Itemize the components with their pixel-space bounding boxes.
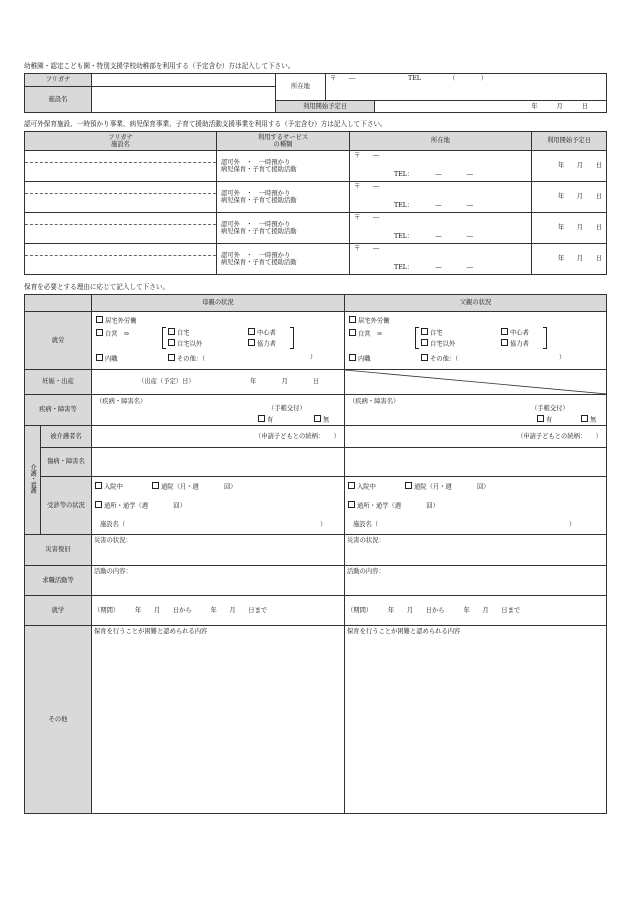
service-date-text: 年 月 日 (557, 255, 602, 263)
location-field[interactable] (326, 74, 607, 101)
mother-pregnancy-cell[interactable] (92, 370, 345, 395)
pregnancy-label: 妊娠・出産 (25, 370, 92, 395)
furigana-label: フリガナ (25, 74, 92, 87)
mother-employed-option[interactable] (96, 316, 136, 325)
bracket-right (543, 327, 547, 349)
care-group-text: 介護・看護 (29, 464, 37, 494)
facility-name-label: 施設名（ (353, 521, 379, 528)
option-label: 自宅 (177, 329, 190, 337)
service-type-line2: 病児保育・子育て援助活動 (221, 166, 297, 173)
father-other-option[interactable] (421, 354, 458, 363)
checkbox[interactable] (405, 482, 412, 489)
close-paren: ） (559, 354, 566, 361)
mother-study-cell[interactable] (92, 596, 345, 626)
option-label: 自宅以外 (430, 340, 456, 348)
header-facility-text: 施設名 (111, 141, 130, 148)
study-period-text: （期間） 年 月 日から 年 月 日まで (94, 606, 268, 614)
father-core-option[interactable] (501, 328, 529, 337)
service-start-date-cell[interactable] (532, 182, 607, 213)
service-start-date-cell[interactable] (532, 151, 607, 182)
father-notebook-yes[interactable] (537, 415, 552, 424)
work-label: 就労 (25, 312, 92, 370)
header-facility (25, 132, 217, 151)
care-group-label (25, 426, 41, 535)
checkbox[interactable] (168, 354, 175, 361)
mother-work-cell[interactable] (92, 312, 345, 370)
relation-label: （申請子どもとの続柄： ） (254, 432, 340, 440)
service-type-line1: 認可外 ・ 一時預かり (221, 251, 291, 259)
father-injury-cell[interactable] (345, 448, 607, 477)
service-facility-cell[interactable] (25, 213, 217, 244)
header-service-text2: の種類 (273, 141, 293, 148)
service-postal-mark: 〒 ― (354, 183, 380, 190)
mother-consult-cell[interactable] (92, 477, 345, 535)
mother-other-cell[interactable] (92, 626, 345, 814)
illness-name-label: （疾病・障害名） (96, 398, 147, 405)
father-illness-cell[interactable] (345, 395, 607, 426)
service-row (25, 151, 607, 182)
section3-intro: 保育を必要とする理由に応じて記入して下さい。 (24, 283, 170, 291)
option-label: 内職 (105, 355, 118, 363)
disaster-label: 災害復旧 (25, 535, 92, 566)
header-start-date: 利用開始予定日 (532, 132, 607, 151)
start-date-label: 利用開始予定日 (276, 101, 375, 113)
date-text: 年 月 日 (531, 102, 588, 110)
section1-intro: 幼稚園・認定こども園・特別支援学校幼稚部を利用する（予定含む）方は記入して下さい。 (24, 62, 295, 70)
checkbox[interactable] (258, 415, 265, 422)
mother-helper-option[interactable] (248, 339, 276, 348)
father-outside-option[interactable] (421, 339, 455, 348)
relation-label: （申請子どもとの続柄： ） (516, 432, 602, 440)
father-piece-option[interactable] (349, 354, 371, 363)
disaster-text: 災害の状況： (347, 537, 385, 544)
option-label: 中心者 (257, 329, 276, 337)
section2-intro: 認可外保育施設、一時預かり事業、病児保育事業、子育て援助活動支援事業を利用する（予定含む）方は記入して下さい。 (24, 120, 387, 128)
start-date-field[interactable] (375, 101, 607, 113)
other-text: 保育を行うことが困難と認められる内容 (94, 628, 208, 635)
option-label: 無 (590, 416, 597, 424)
jobseek-text: 活動の内容： (347, 568, 385, 575)
option-label: 自宅以外 (177, 340, 203, 348)
kindergarten-table (24, 73, 606, 113)
disaster-text: 災害の状況： (94, 537, 132, 544)
service-row (25, 182, 607, 213)
tel-label: TEL （ ） (408, 75, 488, 82)
illness-name-label: （疾病・障害名） (349, 398, 400, 405)
father-helper-option[interactable] (501, 339, 529, 348)
mother-piece-option[interactable] (96, 354, 118, 363)
checkbox[interactable] (96, 329, 103, 336)
facility-label: 施設名 (25, 87, 92, 113)
mother-other-option[interactable] (168, 354, 205, 363)
service-start-date-cell[interactable] (532, 244, 607, 275)
service-location-cell[interactable] (350, 244, 532, 275)
service-type-cell[interactable] (217, 213, 350, 244)
mother-header: 母親の状況 (92, 295, 345, 312)
service-furigana-field[interactable] (25, 213, 216, 225)
father-pregnancy-cell-crossed (345, 370, 607, 395)
mother-outpatient-option[interactable] (152, 482, 237, 491)
checkbox[interactable] (349, 354, 356, 361)
checkbox[interactable] (348, 501, 355, 508)
checkbox[interactable] (168, 339, 175, 346)
service-furigana-field[interactable] (25, 182, 216, 194)
study-label: 就学 (25, 596, 92, 626)
mother-home-option[interactable] (168, 328, 190, 337)
checkbox[interactable] (248, 328, 255, 335)
mother-illness-cell[interactable] (92, 395, 345, 426)
reason-header-blank (25, 295, 92, 312)
checkbox[interactable] (421, 354, 428, 361)
checkbox[interactable] (421, 328, 428, 335)
mother-outside-option[interactable] (168, 339, 202, 348)
option-label: 自営 ⇒ (105, 330, 130, 338)
service-tel-label: TEL： ― ― (394, 233, 474, 240)
option-label: 居宅外労働 (105, 317, 137, 325)
service-date-text: 年 月 日 (557, 162, 602, 170)
mother-notebook-no[interactable] (314, 415, 329, 424)
mother-self-option[interactable] (96, 329, 129, 338)
checkbox[interactable] (537, 415, 544, 422)
father-other-cell[interactable] (345, 626, 607, 814)
diagonal-line (345, 370, 607, 394)
service-date-text: 年 月 日 (557, 224, 602, 232)
checkbox[interactable] (95, 501, 102, 508)
option-label: 居宅外労働 (358, 317, 390, 325)
option-label: 内職 (358, 355, 371, 363)
header-furigana-text: フリガナ (108, 133, 133, 141)
service-location-cell[interactable] (350, 182, 532, 213)
father-cared-cell[interactable] (345, 426, 607, 448)
header-service-text: 利用するサービス (257, 133, 309, 141)
checkbox[interactable] (95, 482, 102, 489)
father-home-option[interactable] (421, 328, 443, 337)
service-postal-mark: 〒 ― (354, 245, 380, 252)
checkbox[interactable] (421, 339, 428, 346)
option-label: 無 (323, 416, 330, 424)
service-type-line2: 病児保育・子育て援助活動 (221, 259, 297, 266)
reason-table (24, 294, 606, 814)
bracket-left (415, 327, 419, 349)
checkbox[interactable] (96, 354, 103, 361)
father-disaster-cell[interactable] (345, 535, 607, 566)
service-facility-cell[interactable] (25, 182, 217, 213)
father-notebook-no[interactable] (581, 415, 596, 424)
facility-name-label: 施設名（ (100, 521, 126, 528)
notebook-label: （手帳交付） (531, 405, 569, 412)
mother-disaster-cell[interactable] (92, 535, 345, 566)
service-location-cell[interactable] (350, 213, 532, 244)
father-header: 父親の状況 (345, 295, 607, 312)
checkbox[interactable] (501, 328, 508, 335)
checkbox[interactable] (348, 482, 355, 489)
service-type-line2: 病児保育・子育て援助活動 (221, 197, 297, 204)
father-employed-option[interactable] (349, 316, 389, 325)
service-type-line2: 病児保育・子育て援助活動 (221, 228, 297, 235)
service-type-cell[interactable] (217, 244, 350, 275)
study-period-text: （期間） 年 月 日から 年 月 日まで (347, 606, 521, 614)
mother-core-option[interactable] (248, 328, 276, 337)
bracket-right (290, 327, 294, 349)
service-location-cell[interactable] (350, 151, 532, 182)
checkbox[interactable] (349, 329, 356, 336)
header-service (217, 132, 350, 151)
close-paren: ） (320, 521, 327, 528)
checkbox[interactable] (96, 316, 103, 323)
father-study-cell[interactable] (345, 596, 607, 626)
option-label: 協力者 (257, 340, 276, 348)
service-furigana-field[interactable] (25, 151, 216, 163)
checkbox[interactable] (349, 316, 356, 323)
close-paren: ） (310, 354, 317, 361)
injury-label: 傷病・障害名 (41, 448, 92, 477)
option-label: 通院（月・週 回） (161, 483, 237, 491)
service-postal-mark: 〒 ― (354, 214, 380, 221)
option-label: 自営 ⇒ (358, 330, 383, 338)
option-label: その他：（ (430, 355, 459, 363)
option-label: 協力者 (510, 340, 529, 348)
furigana-field[interactable] (92, 74, 276, 87)
due-date-text: 年 月 日 (250, 378, 320, 385)
close-paren: ） (569, 521, 576, 528)
jobseek-label: 求職活動等 (25, 566, 92, 596)
other-label: その他 (25, 626, 92, 814)
mother-inpatient-option[interactable] (95, 482, 123, 491)
facility-field[interactable] (92, 87, 276, 113)
due-date-label: （出産（予定）日） (138, 378, 195, 385)
mother-jobseek-cell[interactable] (92, 566, 345, 596)
option-label: 通院（月・週 回） (414, 483, 490, 491)
cared-person-label: 被介護者名 (41, 426, 92, 448)
option-label: 入院中 (104, 483, 123, 491)
father-self-option[interactable] (349, 329, 382, 338)
service-type-cell[interactable] (217, 182, 350, 213)
option-label: 通所・通学（週 回） (357, 502, 439, 510)
notebook-label: （手帳交付） (268, 405, 306, 412)
jobseek-text: 活動の内容： (94, 568, 132, 575)
service-facility-cell[interactable] (25, 244, 217, 275)
service-row (25, 244, 607, 275)
father-consult-cell[interactable] (345, 477, 607, 535)
mother-cared-cell[interactable] (92, 426, 345, 448)
option-label: その他：（ (177, 355, 206, 363)
option-label: 有 (546, 416, 553, 424)
mother-notebook-yes[interactable] (258, 415, 273, 424)
option-label: 有 (267, 416, 274, 424)
location-label: 所在地 (276, 74, 326, 101)
service-row (25, 213, 607, 244)
service-tel-label: TEL： ― ― (394, 202, 474, 209)
service-date-text: 年 月 日 (557, 193, 602, 201)
father-jobseek-cell[interactable] (345, 566, 607, 596)
checkbox[interactable] (248, 339, 255, 346)
checkbox[interactable] (152, 482, 159, 489)
father-outpatient-option[interactable] (405, 482, 490, 491)
service-postal-mark: 〒 ― (354, 152, 380, 159)
service-type-line1: 認可外 ・ 一時預かり (221, 189, 291, 197)
option-label: 中心者 (510, 329, 529, 337)
service-tel-label: TEL： ― ― (394, 264, 474, 271)
service-type-line1: 認可外 ・ 一時預かり (221, 158, 291, 166)
bracket-left (162, 327, 166, 349)
mother-facility-visit-option[interactable] (95, 501, 186, 510)
option-label: 通所・通学（週 回） (104, 502, 186, 510)
consult-label: 受診等の状況 (41, 477, 92, 535)
other-text: 保育を行うことが困難と認められる内容 (347, 628, 461, 635)
checkbox[interactable] (581, 415, 588, 422)
father-inpatient-option[interactable] (348, 482, 376, 491)
service-furigana-field[interactable] (25, 244, 216, 256)
mother-injury-cell[interactable] (92, 448, 345, 477)
father-work-cell[interactable] (345, 312, 607, 370)
service-tel-label: TEL： ― ― (394, 171, 474, 178)
service-facility-cell[interactable] (25, 151, 217, 182)
illness-label: 疾病・障害等 (25, 395, 92, 426)
option-label: 自宅 (430, 329, 443, 337)
postal-mark: 〒 ― (330, 75, 356, 82)
checkbox[interactable] (501, 339, 508, 346)
service-type-line1: 認可外 ・ 一時預かり (221, 220, 291, 228)
header-location: 所在地 (350, 132, 532, 151)
checkbox[interactable] (314, 415, 321, 422)
option-label: 入院中 (357, 483, 376, 491)
father-facility-visit-option[interactable] (348, 501, 439, 510)
service-type-cell[interactable] (217, 151, 350, 182)
checkbox[interactable] (168, 328, 175, 335)
unlicensed-service-table (24, 131, 606, 275)
service-start-date-cell[interactable] (532, 213, 607, 244)
